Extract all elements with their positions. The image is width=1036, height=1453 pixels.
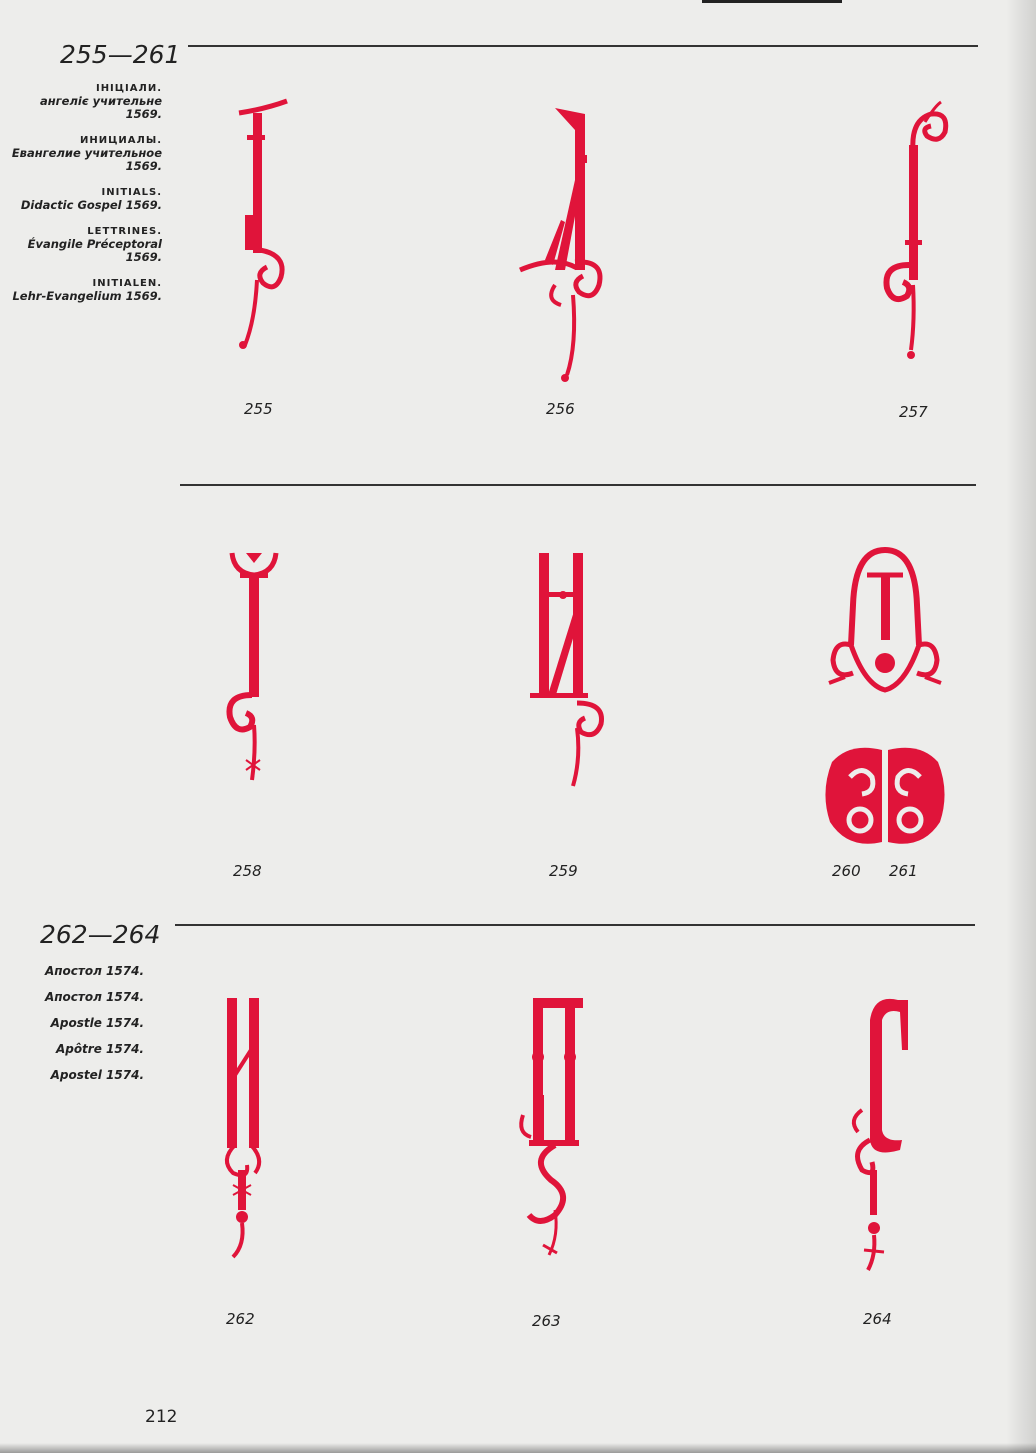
section-2-legend [0, 958, 144, 1088]
figure-number-256: 256 [546, 400, 575, 418]
rule-middle [180, 484, 976, 486]
section-1-legend [0, 82, 162, 316]
page-edge-bar [702, 0, 842, 3]
rule-top [188, 45, 978, 47]
initial-260-glyph [825, 545, 945, 700]
legend-2-german: Apostel 1574. [50, 1068, 144, 1082]
initial-262-glyph [205, 995, 280, 1265]
initial-258-glyph [220, 545, 290, 790]
figure-number-260: 260 [832, 862, 861, 880]
legend-russian: ИНИЦИАЛЫ. Евангелие учительное 1569. [11, 135, 162, 173]
initial-261-glyph [820, 742, 950, 852]
page-shadow-right [1006, 0, 1036, 1453]
figure-number-263: 263 [532, 1312, 561, 1330]
initial-264-glyph [840, 990, 915, 1275]
legend-french: LETTRINES. Évangile Préceptoral 1569. [27, 226, 162, 264]
legend-german: INITIALEN. Lehr-Evangelium 1569. [12, 278, 162, 303]
legend-2-russian: Апостол 1574. [44, 990, 144, 1004]
figure-number-255: 255 [244, 400, 273, 418]
legend-2-french: Apôtre 1574. [55, 1042, 144, 1056]
legend-2-english: Apostle 1574. [50, 1016, 144, 1030]
legend-english: INITIALS. Didactic Gospel 1569. [20, 187, 162, 212]
legend-2-ukrainian: Апостол 1574. [44, 964, 144, 978]
section-1-title: 255—261 [60, 40, 181, 69]
initial-263-glyph [515, 995, 595, 1263]
page-shadow-bottom [0, 1443, 1036, 1453]
rule-lower [175, 924, 975, 926]
figure-number-261: 261 [889, 862, 918, 880]
section-2-title: 262—264 [40, 920, 161, 949]
initial-256-glyph [515, 100, 615, 385]
figure-number-258: 258 [233, 862, 262, 880]
page-number: 212 [145, 1407, 178, 1427]
figure-number-259: 259 [549, 862, 578, 880]
figure-number-262: 262 [226, 1310, 255, 1328]
legend-ukrainian: ІНІЦІАЛИ. ангеліє учительне 1569. [39, 83, 162, 121]
initial-257-glyph [875, 100, 955, 365]
figure-number-264: 264 [863, 1310, 892, 1328]
figure-number-257: 257 [899, 403, 928, 421]
initial-259-glyph [525, 548, 610, 793]
initial-255-glyph [225, 95, 295, 355]
